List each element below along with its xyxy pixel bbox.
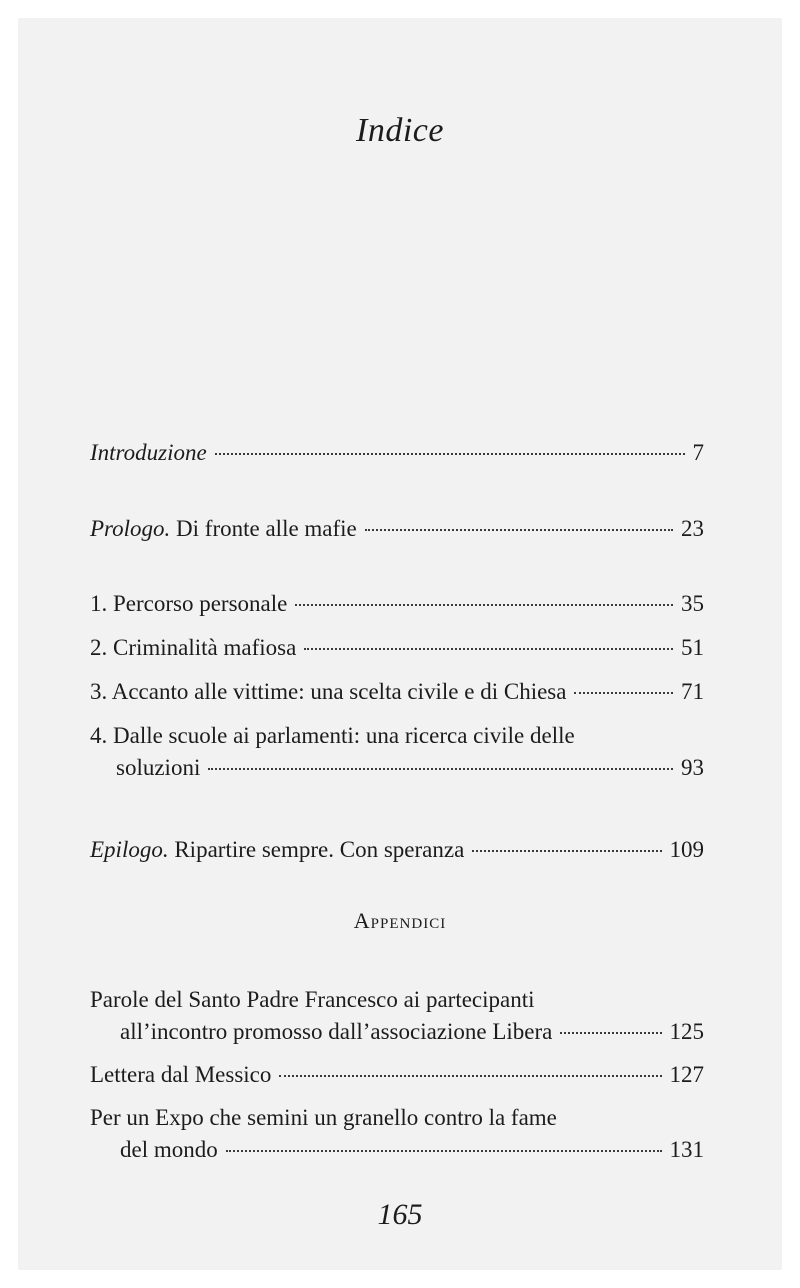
toc-entry-label: 1. Percorso personale bbox=[90, 591, 288, 616]
page-number-folio: 165 bbox=[377, 1198, 423, 1231]
toc-entry-epilogo bbox=[90, 834, 704, 866]
toc-page-number: 71 bbox=[681, 679, 704, 704]
toc-page-number: 93 bbox=[681, 755, 704, 780]
toc-page-number: 125 bbox=[669, 1019, 704, 1044]
dot-leader bbox=[560, 1032, 661, 1034]
dot-leader bbox=[472, 850, 661, 852]
toc-entry-appendix-1 bbox=[90, 984, 704, 1048]
toc-entry-label: Lettera dal Messico bbox=[90, 1062, 272, 1087]
toc-entry-chapter-3 bbox=[90, 676, 704, 708]
toc-entry-chapter-1 bbox=[90, 588, 704, 620]
toc-page-number: 7 bbox=[692, 440, 704, 465]
toc-page-number: 51 bbox=[681, 635, 704, 660]
toc-page-number: 131 bbox=[669, 1137, 704, 1162]
dot-leader bbox=[574, 692, 673, 694]
dot-leader bbox=[295, 604, 673, 606]
dot-leader bbox=[226, 1150, 662, 1152]
toc-page-number: 23 bbox=[681, 516, 704, 541]
appendix-heading: Appendici bbox=[353, 908, 447, 933]
toc-entry-chapter-2 bbox=[90, 632, 704, 664]
dot-leader bbox=[365, 529, 673, 531]
toc-entry-label-line-2: del mondo bbox=[120, 1137, 218, 1162]
toc-page-number: 109 bbox=[669, 837, 704, 862]
toc-entry-chapter-4 bbox=[90, 720, 704, 784]
dot-leader bbox=[279, 1075, 661, 1077]
toc-entry-label-line-1: Parole del Santo Padre Francesco ai partecipanti bbox=[90, 987, 535, 1012]
toc-page-number: 127 bbox=[669, 1062, 704, 1087]
toc-entry-prologo bbox=[90, 513, 704, 545]
toc-entry-label-italic: Epilogo. bbox=[90, 837, 169, 862]
toc-entry-label-line-2: all’incontro promosso dall’associazione Libera bbox=[120, 1019, 553, 1044]
toc-entry-label-rest: Ripartire sempre. Con speranza bbox=[168, 837, 465, 862]
toc-entry-introduzione bbox=[90, 437, 704, 469]
toc-entry-label bbox=[90, 834, 464, 866]
toc-entry-appendix-2 bbox=[90, 1059, 704, 1091]
toc-entry-label: 2. Criminalità mafiosa bbox=[90, 635, 297, 660]
toc-entry-label: 3. Accanto alle vittime: una scelta civile e di Chiesa bbox=[90, 679, 567, 704]
toc-entry-label-line-2: soluzioni bbox=[116, 755, 201, 780]
toc-entry-appendix-3 bbox=[90, 1102, 704, 1166]
toc-entry-label-rest: Di fronte alle mafie bbox=[170, 516, 357, 541]
dot-leader bbox=[208, 768, 673, 770]
toc-entry-label: Introduzione bbox=[90, 440, 207, 465]
toc-entry-label-line-1: Per un Expo che semini un granello contro la fame bbox=[90, 1105, 557, 1130]
dot-leader bbox=[215, 453, 685, 455]
toc-entry-label-italic: Prologo. bbox=[90, 516, 171, 541]
dot-leader bbox=[304, 648, 673, 650]
toc-entry-label-line-1: 4. Dalle scuole ai parlamenti: una ricerca civile delle bbox=[90, 723, 575, 748]
toc-entry-label bbox=[90, 513, 357, 545]
page-title: Indice bbox=[356, 112, 444, 149]
toc-page-number: 35 bbox=[681, 591, 704, 616]
